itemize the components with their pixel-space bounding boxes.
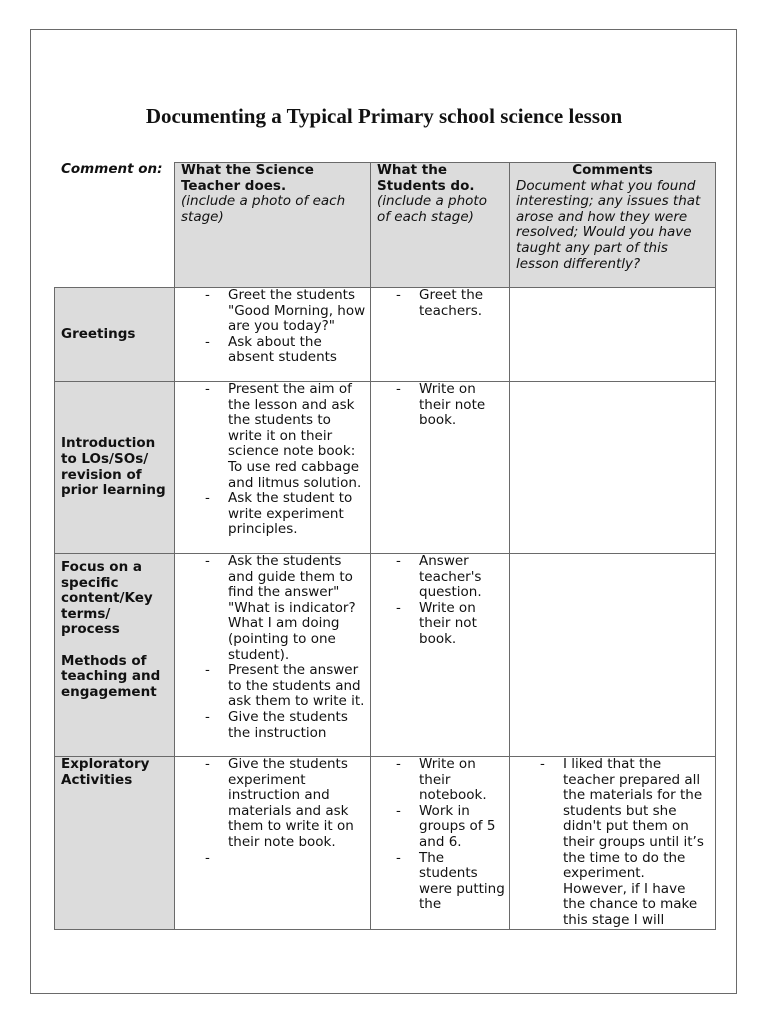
students-cell <box>371 757 510 930</box>
list-item: - Write on their note book. <box>371 382 509 429</box>
header-comments-title: Comments <box>572 162 653 178</box>
list-item: - Greet the teachers. <box>371 288 509 319</box>
header-comments-cell <box>510 163 716 288</box>
teacher-cell <box>175 554 371 757</box>
list-item: - Give the students the instruction <box>175 710 370 741</box>
table-row <box>55 288 716 382</box>
list-item: - Present the aim of the lesson and ask the students to write it on their science note book: To use red cabbage and litmus solution. <box>175 382 370 491</box>
row-label-greetings: Greetings <box>55 288 175 382</box>
list-item: - Ask the student to write experiment principles. <box>175 491 370 538</box>
header-table <box>174 162 716 288</box>
document-title: Documenting a Typical Primary school science lesson <box>145 104 623 128</box>
row-label-introduction: Introduction to LOs/SOs/ revision of prior learning <box>55 382 175 554</box>
list-item <box>175 851 370 867</box>
table-row <box>55 554 716 757</box>
list-item: - Greet the students "Good Morning, how are you today?" <box>175 288 370 335</box>
comments-cell <box>510 288 716 382</box>
table-row <box>55 757 716 930</box>
list-item: - Present the answer to the students and ask them to write it. <box>175 663 370 710</box>
list-item: - The students were putting the <box>371 851 509 913</box>
row-label-exploratory: Exploratory Activities <box>55 757 175 930</box>
table-row <box>55 382 716 554</box>
teacher-cell <box>175 382 371 554</box>
list-item: - Answer teacher's question. <box>371 554 509 601</box>
lesson-table <box>54 287 716 930</box>
teacher-cell <box>175 757 371 930</box>
teacher-cell <box>175 288 371 382</box>
list-item: - I liked that the teacher prepared all the materials for the students but she didn't put them on their groups until it’s the time to do the experiment. However, if I have the chance to make this stage I will <box>510 757 715 929</box>
header-students-note: (include a photo of each stage) <box>377 193 487 225</box>
list-item: - Work in groups of 5 and 6. <box>371 804 509 851</box>
comment-on-label: Comment on: <box>61 161 163 177</box>
row-label-methods-text: Methods of teaching and engagement <box>61 652 161 700</box>
list-item: - Ask the students and guide them to find the answer" "What is indicator? What I am doing (pointing to one student). <box>175 554 370 663</box>
students-cell <box>371 288 510 382</box>
list-item: - Give the students experiment instruction and materials and ask them to write it on their note book. <box>175 757 370 851</box>
list-item: - Write on their notebook. <box>371 757 509 804</box>
list-item: - Ask about the absent students <box>175 335 370 366</box>
header-teacher-note: (include a photo of each stage) <box>181 193 346 225</box>
header-comments-note: Document what you found interesting; any issues that arose and how they were resolved; Would you have taught any part of this lesson differently? <box>516 177 701 272</box>
header-students-cell <box>371 163 510 288</box>
comments-cell <box>510 554 716 757</box>
row-label-focus <box>55 554 175 757</box>
list-item: - Write on their not book. <box>371 601 509 648</box>
row-label-focus-text: Focus on a specific content/Key terms/ process <box>61 559 153 638</box>
header-teacher-title: What the Science Teacher does. <box>181 162 314 194</box>
students-cell <box>371 382 510 554</box>
header-teacher-cell <box>175 163 371 288</box>
comments-cell <box>510 757 716 930</box>
comments-cell <box>510 382 716 554</box>
students-cell <box>371 554 510 757</box>
header-students-title: What the Students do. <box>377 162 475 194</box>
